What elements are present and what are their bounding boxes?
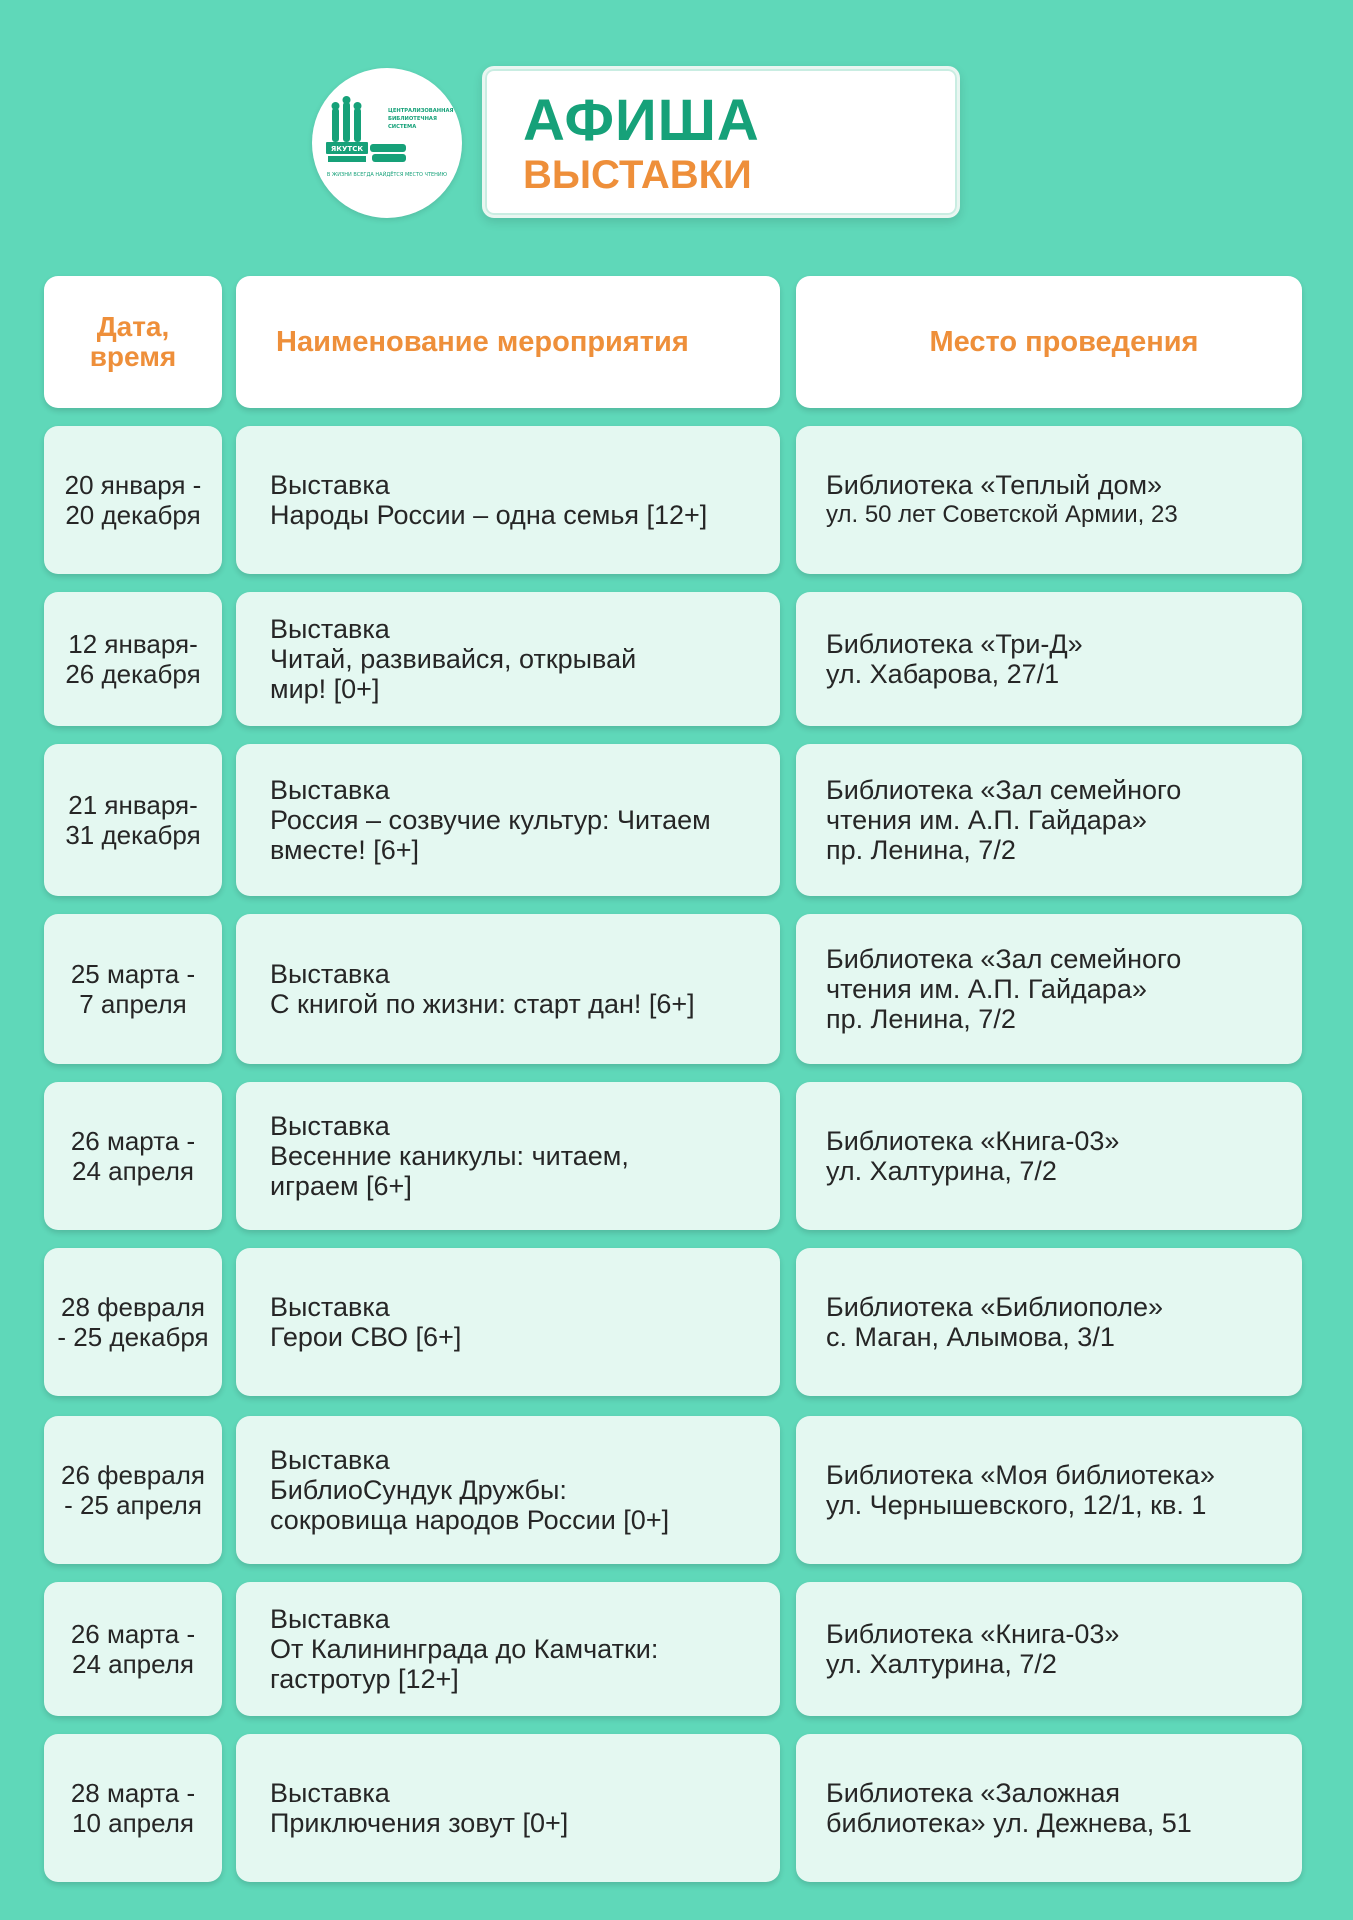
place-line: ул. Халтурина, 7/2 bbox=[826, 1156, 1057, 1186]
place-line: с. Маган, Алымова, 3/1 bbox=[826, 1322, 1115, 1352]
row-8-place bbox=[796, 1582, 1302, 1716]
event-line: Выставка bbox=[270, 1778, 390, 1808]
event-line: Выставка bbox=[270, 775, 390, 805]
event-line: сокровища народов России [0+] bbox=[270, 1505, 670, 1535]
row-4-date bbox=[44, 914, 222, 1064]
place-line: Библиотека «Моя библиотека» bbox=[826, 1460, 1215, 1490]
date-line: 7 апреля bbox=[79, 989, 187, 1019]
logo-text-line-2: БИБЛИОТЕЧНАЯ bbox=[388, 116, 437, 122]
row-3-place bbox=[796, 744, 1302, 896]
place-line: Библиотека «Зал семейного bbox=[826, 775, 1182, 805]
event-line: вместе! [6+] bbox=[270, 835, 419, 865]
date-line: 20 января - bbox=[64, 470, 202, 500]
place-line: ул. Хабарова, 27/1 bbox=[826, 659, 1060, 689]
place-line: чтения им. А.П. Гайдара» bbox=[826, 974, 1147, 1004]
header-date-line-1: Дата, bbox=[96, 311, 170, 342]
place-line: Библиотека «Книга-03» bbox=[826, 1126, 1120, 1156]
event-line: Приключения зовут [0+] bbox=[270, 1808, 569, 1838]
event-line: мир! [0+] bbox=[270, 674, 380, 704]
event-line: Выставка bbox=[270, 1445, 390, 1475]
place-line: ул. Чернышевского, 12/1, кв. 1 bbox=[826, 1490, 1207, 1520]
event-line: Выставка bbox=[270, 614, 390, 644]
place-line: пр. Ленина, 7/2 bbox=[826, 835, 1016, 865]
place-line: ул. 50 лет Советской Армии, 23 bbox=[826, 501, 1178, 528]
header-place-label: Место проведения bbox=[929, 326, 1199, 358]
row-1-place bbox=[796, 426, 1302, 574]
event-line: Герои СВО [6+] bbox=[270, 1322, 462, 1352]
date-line: 28 февраля bbox=[61, 1292, 205, 1322]
event-line: Народы России – одна семья [12+] bbox=[270, 500, 708, 530]
logo-text-line-1: ЦЕНТРАЛИЗОВАННАЯ bbox=[388, 108, 454, 114]
event-line: От Калининграда до Камчатки: bbox=[270, 1634, 659, 1664]
place-line: Библиотека «Три-Д» bbox=[826, 629, 1083, 659]
event-line: Выставка bbox=[270, 1111, 390, 1141]
date-line: 31 декабря bbox=[65, 820, 201, 850]
row-5-date bbox=[44, 1082, 222, 1230]
logo-text-line-3: СИСТЕМА bbox=[388, 124, 417, 130]
row-9-event bbox=[236, 1734, 780, 1882]
logo-slogan: В ЖИЗНИ ВСЕГДА НАЙДЁТСЯ МЕСТО ЧТЕНИЮ bbox=[326, 172, 448, 178]
logo-city-text: ЯКУТСК bbox=[330, 145, 364, 153]
event-line: БиблиоСундук Дружбы: bbox=[270, 1475, 567, 1505]
date-line: 26 марта - bbox=[70, 1126, 196, 1156]
row-7-date bbox=[44, 1416, 222, 1564]
column-header-place bbox=[796, 276, 1302, 408]
event-line: играем [6+] bbox=[270, 1171, 412, 1201]
page-subtitle: ВЫСТАВКИ bbox=[523, 153, 752, 197]
row-1-event bbox=[236, 426, 780, 574]
row-8-date bbox=[44, 1582, 222, 1716]
date-line: 26 декабря bbox=[65, 659, 201, 689]
row-6-event bbox=[236, 1248, 780, 1396]
column-header-date bbox=[44, 276, 222, 408]
title-card bbox=[482, 66, 960, 218]
row-7-place bbox=[796, 1416, 1302, 1564]
row-4-event bbox=[236, 914, 780, 1064]
date-line: 24 апреля bbox=[72, 1156, 194, 1186]
place-line: чтения им. А.П. Гайдара» bbox=[826, 805, 1147, 835]
page-title: АФИША bbox=[523, 88, 760, 153]
row-1-date bbox=[44, 426, 222, 574]
event-line: Выставка bbox=[270, 1292, 390, 1322]
date-line: 21 января- bbox=[68, 790, 198, 820]
row-8-event bbox=[236, 1582, 780, 1716]
header-date-line-2: время bbox=[89, 341, 177, 372]
place-line: Библиотека «Библиополе» bbox=[826, 1292, 1164, 1322]
date-line: 28 марта - bbox=[70, 1778, 196, 1808]
row-5-event bbox=[236, 1082, 780, 1230]
date-line: 25 марта - bbox=[70, 959, 196, 989]
place-line: Библиотека «Книга-03» bbox=[826, 1619, 1120, 1649]
place-line: ул. Халтурина, 7/2 bbox=[826, 1649, 1057, 1679]
place-line: Библиотека «Заложная bbox=[826, 1778, 1121, 1808]
date-line: 26 февраля bbox=[61, 1460, 205, 1490]
event-line: С книгой по жизни: старт дан! [6+] bbox=[270, 989, 695, 1019]
event-line: Весенние каникулы: читаем, bbox=[270, 1141, 629, 1171]
date-line: - 25 апреля bbox=[64, 1490, 202, 1520]
place-line: Библиотека «Зал семейного bbox=[826, 944, 1182, 974]
date-line: - 25 декабря bbox=[57, 1322, 209, 1352]
row-3-date bbox=[44, 744, 222, 896]
event-line: Выставка bbox=[270, 470, 390, 500]
place-line: Библиотека «Теплый дом» bbox=[826, 470, 1163, 500]
event-line: гастротур [12+] bbox=[270, 1664, 459, 1694]
event-line: Россия – созвучие культур: Читаем bbox=[270, 805, 711, 835]
row-4-place bbox=[796, 914, 1302, 1064]
date-line: 26 марта - bbox=[70, 1619, 196, 1649]
place-line: пр. Ленина, 7/2 bbox=[826, 1004, 1016, 1034]
date-line: 20 декабря bbox=[65, 500, 201, 530]
row-6-date bbox=[44, 1248, 222, 1396]
row-7-event bbox=[236, 1416, 780, 1564]
date-line: 10 апреля bbox=[72, 1808, 194, 1838]
row-3-event bbox=[236, 744, 780, 896]
library-logo-icon bbox=[312, 68, 462, 218]
event-line: Выставка bbox=[270, 959, 390, 989]
row-9-place bbox=[796, 1734, 1302, 1882]
event-line: Выставка bbox=[270, 1604, 390, 1634]
row-2-date bbox=[44, 592, 222, 726]
library-system-logo bbox=[312, 68, 462, 218]
place-line: библиотека» ул. Дежнева, 51 bbox=[826, 1808, 1192, 1838]
row-9-date bbox=[44, 1734, 222, 1882]
date-line: 12 января- bbox=[68, 629, 198, 659]
row-2-place bbox=[796, 592, 1302, 726]
event-line: Читай, развивайся, открывай bbox=[270, 644, 637, 674]
row-6-place bbox=[796, 1248, 1302, 1396]
date-line: 24 апреля bbox=[72, 1649, 194, 1679]
row-2-event bbox=[236, 592, 780, 726]
row-5-place bbox=[796, 1082, 1302, 1230]
header-name-label: Наименование мероприятия bbox=[276, 326, 689, 358]
column-header-name bbox=[236, 276, 780, 408]
